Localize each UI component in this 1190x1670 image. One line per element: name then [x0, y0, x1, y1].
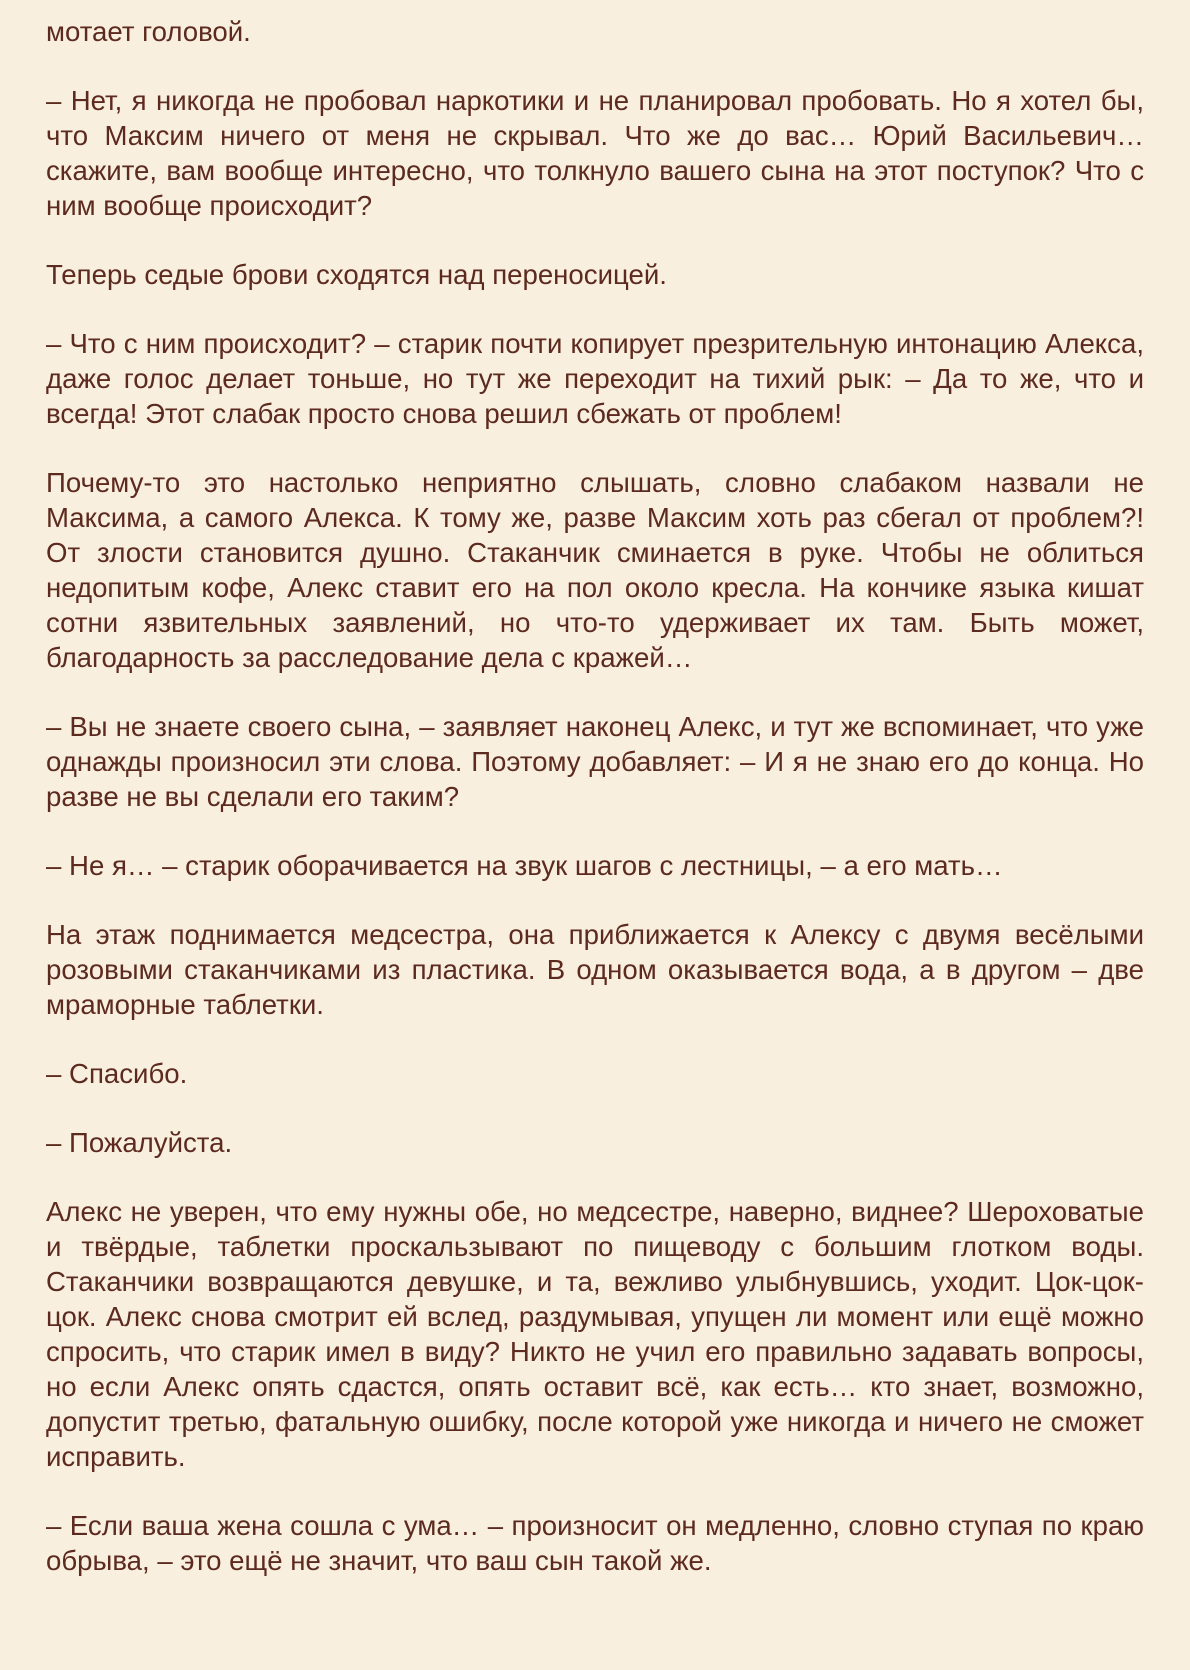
paragraph-2: – Нет, я никогда не пробовал наркотики и не планировал пробовать. Но я хотел бы, что Максим ничего от меня не скрывал. Что же до вас… Юрий Васильевич… скажите, вам вообще интересно, что толкнуло вашего сына на этот поступок? Что с ним вообще происходит? [46, 85, 1144, 221]
paragraph-10: – Пожалуйста. [46, 1127, 233, 1158]
paragraph-9: – Спасибо. [46, 1058, 188, 1089]
paragraph-11: Алекс не уверен, что ему нужны обе, но медсестре, наверно, виднее? Шероховатые и твёрдые, таблетки проскальзывают по пищеводу с большим глотком воды. Стаканчики возвращаются девушке, и та, вежливо улыбнувшись, уходит. Цок-цок-цок. Алекс снова смотрит ей вслед, раздумывая, упущен ли момент или ещё можно спросить, что старик имел в виду? Никто не учил его правильно задавать вопросы, но если Алекс опять сдастся, опять оставит всё, как есть… кто знает, возможно, допустит третью, фатальную ошибку, после которой уже никогда и ничего не сможет исправить. [46, 1196, 1144, 1472]
paragraph-4: – Что с ним происходит? – старик почти копирует презрительную интонацию Алекса, даже голос делает тоньше, но тут же переходит на тихий рык: – Да то же, что и всегда! Этот слабак просто снова решил сбежать от проблем! [46, 328, 1144, 429]
paragraph-1: мотает головой. [46, 16, 251, 47]
paragraph-7: – Не я… – старик оборачивается на звук шагов с лестницы, – а его мать… [46, 850, 1003, 881]
paragraph-6: – Вы не знаете своего сына, – заявляет наконец Алекс, и тут же вспоминает, что уже однажды произносил эти слова. Поэтому добавляет: – И я не знаю его до конца. Но разве не вы сделали его таким? [46, 711, 1144, 812]
paragraph-5: Почему-то это настолько неприятно слышать, словно слабаком назвали не Максима, а самого Алекса. К тому же, разве Максим хоть раз сбегал от проблем?! От злости становится душно. Стаканчик сминается в руке. Чтобы не облиться недопитым кофе, Алекс ставит его на пол около кресла. На кончике языка кишат сотни язвительных заявлений, но что-то удерживает их там. Быть может, благодарность за расследование дела с кражей… [46, 467, 1144, 673]
paragraph-8: На этаж поднимается медсестра, она приближается к Алексу с двумя весёлыми розовыми стаканчиками из пластика. В одном оказывается вода, а в другом – две мраморные таблетки. [46, 919, 1144, 1020]
paragraph-3: Теперь седые брови сходятся над переносицей. [46, 259, 667, 290]
paragraph-12: – Если ваша жена сошла с ума… – произносит он медленно, словно ступая по краю обрыва, – это ещё не значит, что ваш сын такой же. [46, 1510, 1144, 1576]
